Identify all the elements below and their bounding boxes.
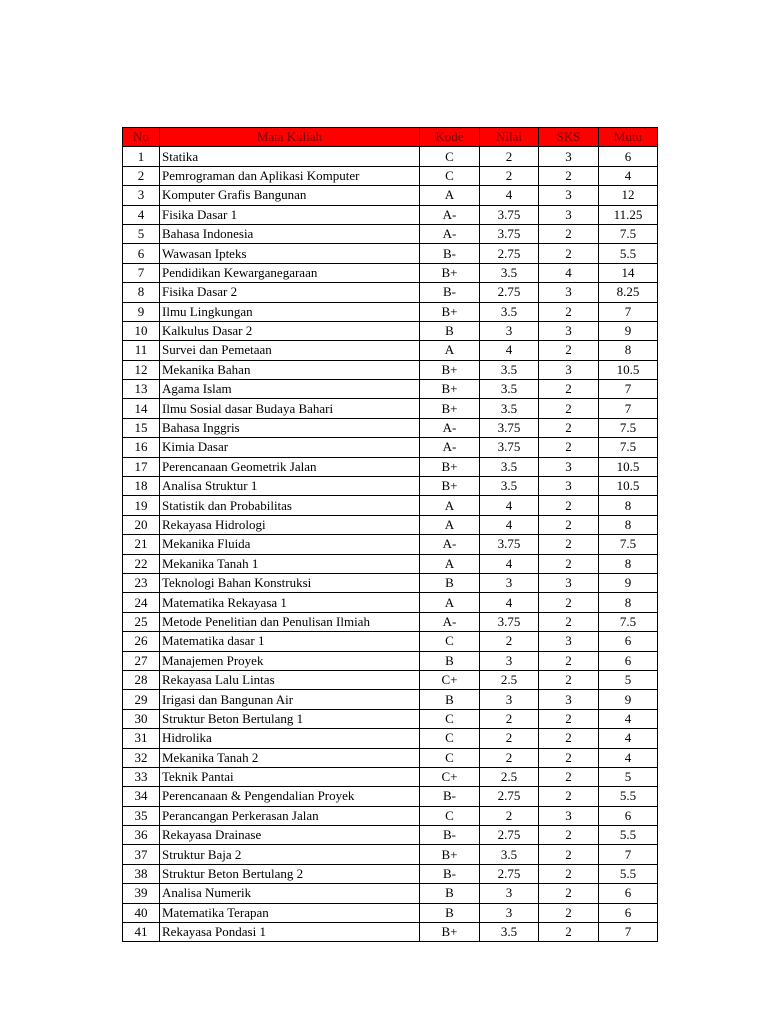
table-row: [123, 670, 658, 689]
course-name-cell: Statika: [160, 147, 420, 166]
credits-cell: 3: [539, 690, 599, 709]
credits-cell: 3: [539, 147, 599, 166]
grade-code-cell: A: [420, 496, 480, 515]
credits-cell: 3: [539, 283, 599, 302]
quality-points-cell: 4: [599, 729, 658, 748]
grade-code-cell: C: [420, 166, 480, 185]
course-name-cell: Ilmu Sosial dasar Budaya Bahari: [160, 399, 420, 418]
course-name-cell: Hidrolika: [160, 729, 420, 748]
quality-points-cell: 8: [599, 554, 658, 573]
quality-points-cell: 5.5: [599, 864, 658, 883]
course-name-cell: Survei dan Pemetaan: [160, 341, 420, 360]
quality-points-cell: 8: [599, 593, 658, 612]
credits-cell: 2: [539, 535, 599, 554]
quality-points-cell: 14: [599, 263, 658, 282]
quality-points-cell: 7.5: [599, 418, 658, 437]
grade-value-cell: 4: [480, 186, 539, 205]
table-row: [123, 341, 658, 360]
grade-value-cell: 4: [480, 496, 539, 515]
grade-value-cell: 2: [480, 709, 539, 728]
table-row: [123, 903, 658, 922]
row-number-cell: 24: [123, 593, 160, 612]
row-number-cell: 29: [123, 690, 160, 709]
course-name-cell: Mekanika Tanah 1: [160, 554, 420, 573]
course-name-cell: Rekayasa Lalu Lintas: [160, 670, 420, 689]
row-number-cell: 37: [123, 845, 160, 864]
grade-code-cell: B: [420, 690, 480, 709]
credits-cell: 3: [539, 321, 599, 340]
grade-value-cell: 3.75: [480, 418, 539, 437]
grade-code-cell: A-: [420, 535, 480, 554]
table-row: [123, 321, 658, 340]
table-row: [123, 438, 658, 457]
row-number-cell: 22: [123, 554, 160, 573]
grade-code-cell: C: [420, 632, 480, 651]
quality-points-cell: 8: [599, 341, 658, 360]
table-row: [123, 302, 658, 321]
course-name-cell: Fisika Dasar 2: [160, 283, 420, 302]
quality-points-cell: 7.5: [599, 535, 658, 554]
quality-points-cell: 6: [599, 147, 658, 166]
table-row: [123, 806, 658, 825]
row-number-cell: 5: [123, 224, 160, 243]
credits-cell: 2: [539, 748, 599, 767]
quality-points-cell: 10.5: [599, 477, 658, 496]
grade-value-cell: 3: [480, 884, 539, 903]
grade-value-cell: 2.5: [480, 670, 539, 689]
table-row: [123, 651, 658, 670]
grade-value-cell: 4: [480, 515, 539, 534]
grade-value-cell: 3.75: [480, 438, 539, 457]
row-number-cell: 20: [123, 515, 160, 534]
grade-value-cell: 2.75: [480, 244, 539, 263]
quality-points-cell: 10.5: [599, 360, 658, 379]
row-number-cell: 9: [123, 302, 160, 321]
quality-points-cell: 5.5: [599, 787, 658, 806]
grade-code-cell: B+: [420, 399, 480, 418]
course-name-cell: Fisika Dasar 1: [160, 205, 420, 224]
course-name-cell: Analisa Numerik: [160, 884, 420, 903]
credits-cell: 2: [539, 515, 599, 534]
grade-code-cell: B+: [420, 845, 480, 864]
row-number-cell: 19: [123, 496, 160, 515]
grade-value-cell: 3.5: [480, 302, 539, 321]
table-row: [123, 360, 658, 379]
grade-code-cell: C: [420, 748, 480, 767]
row-number-cell: 6: [123, 244, 160, 263]
grade-value-cell: 3.5: [480, 380, 539, 399]
grade-value-cell: 3.5: [480, 399, 539, 418]
grade-value-cell: 2.5: [480, 767, 539, 786]
grade-value-cell: 2.75: [480, 283, 539, 302]
grade-value-cell: 3.75: [480, 612, 539, 631]
credits-cell: 2: [539, 787, 599, 806]
row-number-cell: 32: [123, 748, 160, 767]
course-name-cell: Rekayasa Drainase: [160, 826, 420, 845]
credits-cell: 3: [539, 573, 599, 592]
table-body: [123, 147, 658, 942]
course-name-cell: Wawasan Ipteks: [160, 244, 420, 263]
quality-points-cell: 12: [599, 186, 658, 205]
grade-value-cell: 3.5: [480, 845, 539, 864]
grade-value-cell: 3.5: [480, 263, 539, 282]
row-number-cell: 11: [123, 341, 160, 360]
quality-points-cell: 5.5: [599, 826, 658, 845]
table-row: [123, 380, 658, 399]
course-name-cell: Rekayasa Pondasi 1: [160, 923, 420, 942]
grade-code-cell: A-: [420, 418, 480, 437]
credits-cell: 2: [539, 884, 599, 903]
table-row: [123, 864, 658, 883]
course-name-cell: Manajemen Proyek: [160, 651, 420, 670]
table-row: [123, 632, 658, 651]
row-number-cell: 10: [123, 321, 160, 340]
quality-points-cell: 7: [599, 845, 658, 864]
grade-code-cell: B+: [420, 263, 480, 282]
grade-code-cell: C: [420, 147, 480, 166]
header-mata-kuliah: Mata Kuliah: [160, 128, 420, 147]
row-number-cell: 38: [123, 864, 160, 883]
grade-code-cell: A-: [420, 224, 480, 243]
row-number-cell: 17: [123, 457, 160, 476]
row-number-cell: 15: [123, 418, 160, 437]
table-row: [123, 729, 658, 748]
course-name-cell: Perancangan Perkerasan Jalan: [160, 806, 420, 825]
quality-points-cell: 4: [599, 709, 658, 728]
quality-points-cell: 6: [599, 632, 658, 651]
grade-code-cell: B: [420, 651, 480, 670]
table-row: [123, 186, 658, 205]
table-row: [123, 263, 658, 282]
grade-value-cell: 3.5: [480, 923, 539, 942]
course-name-cell: Mekanika Fluida: [160, 535, 420, 554]
grade-code-cell: A: [420, 515, 480, 534]
table-row: [123, 884, 658, 903]
row-number-cell: 16: [123, 438, 160, 457]
course-name-cell: Struktur Baja 2: [160, 845, 420, 864]
grade-code-cell: B+: [420, 360, 480, 379]
grade-code-cell: C+: [420, 767, 480, 786]
grade-value-cell: 3.75: [480, 224, 539, 243]
credits-cell: 2: [539, 670, 599, 689]
grade-code-cell: B-: [420, 283, 480, 302]
credits-cell: 2: [539, 166, 599, 185]
grade-code-cell: A: [420, 186, 480, 205]
quality-points-cell: 4: [599, 748, 658, 767]
quality-points-cell: 5: [599, 670, 658, 689]
course-name-cell: Bahasa Indonesia: [160, 224, 420, 243]
credits-cell: 2: [539, 438, 599, 457]
row-number-cell: 14: [123, 399, 160, 418]
quality-points-cell: 7: [599, 302, 658, 321]
course-name-cell: Struktur Beton Bertulang 2: [160, 864, 420, 883]
table-row: [123, 923, 658, 942]
row-number-cell: 33: [123, 767, 160, 786]
grade-value-cell: 2: [480, 632, 539, 651]
table-row: [123, 709, 658, 728]
row-number-cell: 1: [123, 147, 160, 166]
credits-cell: 3: [539, 477, 599, 496]
quality-points-cell: 11.25: [599, 205, 658, 224]
grade-value-cell: 4: [480, 593, 539, 612]
credits-cell: 2: [539, 903, 599, 922]
row-number-cell: 4: [123, 205, 160, 224]
header-row: [123, 128, 658, 147]
table-row: [123, 554, 658, 573]
credits-cell: 2: [539, 302, 599, 321]
row-number-cell: 41: [123, 923, 160, 942]
row-number-cell: 21: [123, 535, 160, 554]
quality-points-cell: 8: [599, 515, 658, 534]
credits-cell: 2: [539, 651, 599, 670]
grade-code-cell: A-: [420, 612, 480, 631]
row-number-cell: 34: [123, 787, 160, 806]
credits-cell: 2: [539, 709, 599, 728]
table-row: [123, 612, 658, 631]
quality-points-cell: 7.5: [599, 224, 658, 243]
credits-cell: 3: [539, 360, 599, 379]
grade-value-cell: 3: [480, 573, 539, 592]
grade-value-cell: 4: [480, 341, 539, 360]
table-row: [123, 205, 658, 224]
grade-value-cell: 3.5: [480, 457, 539, 476]
grade-code-cell: B+: [420, 923, 480, 942]
grade-value-cell: 2.75: [480, 826, 539, 845]
credits-cell: 2: [539, 496, 599, 515]
table-row: [123, 535, 658, 554]
grade-code-cell: C: [420, 709, 480, 728]
credits-cell: 2: [539, 767, 599, 786]
credits-cell: 2: [539, 554, 599, 573]
row-number-cell: 3: [123, 186, 160, 205]
row-number-cell: 7: [123, 263, 160, 282]
header-no: No: [123, 128, 160, 147]
course-name-cell: Struktur Beton Bertulang 1: [160, 709, 420, 728]
table-row: [123, 477, 658, 496]
table-row: [123, 399, 658, 418]
row-number-cell: 31: [123, 729, 160, 748]
course-name-cell: Teknologi Bahan Konstruksi: [160, 573, 420, 592]
quality-points-cell: 8.25: [599, 283, 658, 302]
credits-cell: 2: [539, 729, 599, 748]
grade-code-cell: C: [420, 729, 480, 748]
grade-value-cell: 2: [480, 166, 539, 185]
grade-value-cell: 3.75: [480, 205, 539, 224]
grade-value-cell: 3: [480, 321, 539, 340]
course-name-cell: Perencanaan Geometrik Jalan: [160, 457, 420, 476]
quality-points-cell: 6: [599, 903, 658, 922]
row-number-cell: 30: [123, 709, 160, 728]
table-row: [123, 573, 658, 592]
quality-points-cell: 7.5: [599, 612, 658, 631]
table-row: [123, 787, 658, 806]
row-number-cell: 25: [123, 612, 160, 631]
grade-code-cell: B-: [420, 864, 480, 883]
grade-code-cell: A: [420, 554, 480, 573]
grade-code-cell: A: [420, 341, 480, 360]
grade-code-cell: B+: [420, 457, 480, 476]
row-number-cell: 26: [123, 632, 160, 651]
course-name-cell: Kalkulus Dasar 2: [160, 321, 420, 340]
credits-cell: 2: [539, 612, 599, 631]
course-name-cell: Mekanika Tanah 2: [160, 748, 420, 767]
credits-cell: 2: [539, 826, 599, 845]
credits-cell: 3: [539, 186, 599, 205]
course-name-cell: Mekanika Bahan: [160, 360, 420, 379]
row-number-cell: 40: [123, 903, 160, 922]
row-number-cell: 39: [123, 884, 160, 903]
quality-points-cell: 6: [599, 806, 658, 825]
row-number-cell: 13: [123, 380, 160, 399]
quality-points-cell: 6: [599, 884, 658, 903]
credits-cell: 2: [539, 224, 599, 243]
quality-points-cell: 5: [599, 767, 658, 786]
table-row: [123, 457, 658, 476]
row-number-cell: 36: [123, 826, 160, 845]
grade-value-cell: 3.5: [480, 360, 539, 379]
grade-value-cell: 3: [480, 903, 539, 922]
grade-value-cell: 2.75: [480, 787, 539, 806]
table-row: [123, 244, 658, 263]
grade-value-cell: 4: [480, 554, 539, 573]
course-name-cell: Irigasi dan Bangunan Air: [160, 690, 420, 709]
quality-points-cell: 7: [599, 399, 658, 418]
grade-code-cell: B+: [420, 477, 480, 496]
quality-points-cell: 7.5: [599, 438, 658, 457]
header-mutu: Mutu: [599, 128, 658, 147]
table-row: [123, 593, 658, 612]
course-name-cell: Komputer Grafis Bangunan: [160, 186, 420, 205]
course-name-cell: Rekayasa Hidrologi: [160, 515, 420, 534]
table-row: [123, 283, 658, 302]
course-name-cell: Pendidikan Kewarganegaraan: [160, 263, 420, 282]
quality-points-cell: 9: [599, 690, 658, 709]
credits-cell: 2: [539, 399, 599, 418]
grade-code-cell: A: [420, 593, 480, 612]
table-row: [123, 748, 658, 767]
table-row: [123, 845, 658, 864]
row-number-cell: 18: [123, 477, 160, 496]
grades-table: [122, 127, 658, 942]
grade-value-cell: 3: [480, 651, 539, 670]
grade-value-cell: 3.5: [480, 477, 539, 496]
credits-cell: 2: [539, 845, 599, 864]
table-row: [123, 224, 658, 243]
quality-points-cell: 9: [599, 573, 658, 592]
credits-cell: 2: [539, 864, 599, 883]
grade-code-cell: A-: [420, 438, 480, 457]
row-number-cell: 8: [123, 283, 160, 302]
grade-value-cell: 2: [480, 806, 539, 825]
course-name-cell: Ilmu Lingkungan: [160, 302, 420, 321]
course-name-cell: Pemrograman dan Aplikasi Komputer: [160, 166, 420, 185]
quality-points-cell: 7: [599, 923, 658, 942]
grade-code-cell: B+: [420, 380, 480, 399]
credits-cell: 2: [539, 418, 599, 437]
course-name-cell: Teknik Pantai: [160, 767, 420, 786]
grade-code-cell: C+: [420, 670, 480, 689]
grade-code-cell: B: [420, 884, 480, 903]
credits-cell: 3: [539, 205, 599, 224]
course-name-cell: Matematika dasar 1: [160, 632, 420, 651]
quality-points-cell: 4: [599, 166, 658, 185]
grade-value-cell: 2: [480, 147, 539, 166]
course-name-cell: Analisa Struktur 1: [160, 477, 420, 496]
table-row: [123, 147, 658, 166]
grade-code-cell: B+: [420, 302, 480, 321]
credits-cell: 2: [539, 244, 599, 263]
row-number-cell: 23: [123, 573, 160, 592]
table-row: [123, 418, 658, 437]
grade-code-cell: B-: [420, 826, 480, 845]
credits-cell: 2: [539, 380, 599, 399]
credits-cell: 2: [539, 923, 599, 942]
header-nilai: Nilai: [480, 128, 539, 147]
course-name-cell: Bahasa Inggris: [160, 418, 420, 437]
credits-cell: 3: [539, 806, 599, 825]
row-number-cell: 2: [123, 166, 160, 185]
row-number-cell: 12: [123, 360, 160, 379]
quality-points-cell: 8: [599, 496, 658, 515]
course-name-cell: Matematika Rekayasa 1: [160, 593, 420, 612]
course-name-cell: Kimia Dasar: [160, 438, 420, 457]
table-row: [123, 690, 658, 709]
course-name-cell: Metode Penelitian dan Penulisan Ilmiah: [160, 612, 420, 631]
course-name-cell: Agama Islam: [160, 380, 420, 399]
header-kode: Kode: [420, 128, 480, 147]
row-number-cell: 27: [123, 651, 160, 670]
grade-code-cell: A-: [420, 205, 480, 224]
quality-points-cell: 9: [599, 321, 658, 340]
credits-cell: 3: [539, 457, 599, 476]
table-row: [123, 826, 658, 845]
grade-code-cell: B: [420, 321, 480, 340]
quality-points-cell: 10.5: [599, 457, 658, 476]
grade-code-cell: B-: [420, 244, 480, 263]
credits-cell: 3: [539, 632, 599, 651]
row-number-cell: 35: [123, 806, 160, 825]
grade-code-cell: B-: [420, 787, 480, 806]
course-name-cell: Perencanaan & Pengendalian Proyek: [160, 787, 420, 806]
grade-value-cell: 2: [480, 748, 539, 767]
grade-value-cell: 3.75: [480, 535, 539, 554]
table-row: [123, 515, 658, 534]
grade-code-cell: B: [420, 903, 480, 922]
grade-code-cell: C: [420, 806, 480, 825]
table-row: [123, 496, 658, 515]
grade-value-cell: 2.75: [480, 864, 539, 883]
quality-points-cell: 5.5: [599, 244, 658, 263]
credits-cell: 2: [539, 341, 599, 360]
quality-points-cell: 7: [599, 380, 658, 399]
course-name-cell: Statistik dan Probabilitas: [160, 496, 420, 515]
credits-cell: 4: [539, 263, 599, 282]
quality-points-cell: 6: [599, 651, 658, 670]
row-number-cell: 28: [123, 670, 160, 689]
course-name-cell: Matematika Terapan: [160, 903, 420, 922]
credits-cell: 2: [539, 593, 599, 612]
grade-value-cell: 2: [480, 729, 539, 748]
grade-code-cell: B: [420, 573, 480, 592]
grade-value-cell: 3: [480, 690, 539, 709]
table-row: [123, 767, 658, 786]
table-row: [123, 166, 658, 185]
header-sks: SKS: [539, 128, 599, 147]
